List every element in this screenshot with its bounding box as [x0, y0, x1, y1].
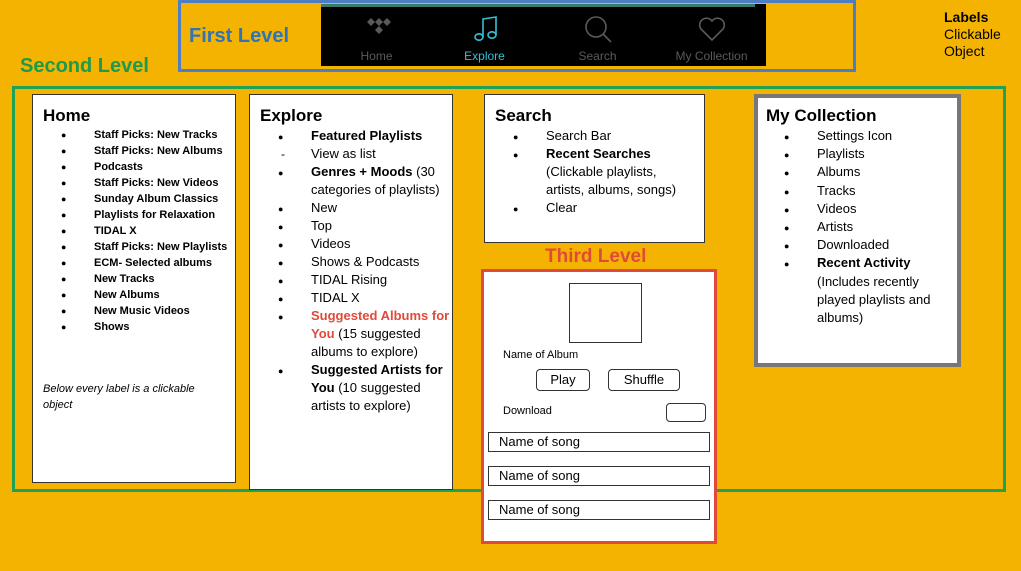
list-item[interactable]: ● Artists — [817, 218, 952, 236]
list-item[interactable]: ● Podcasts — [94, 159, 234, 175]
search-icon — [583, 14, 613, 44]
collection-title: My Collection — [766, 106, 877, 125]
nav-label-my-collection: My Collection — [675, 49, 748, 63]
list-item[interactable]: ● Tracks — [817, 182, 952, 200]
list-item[interactable]: ● Videos — [817, 200, 952, 218]
album-name-label: Name of Album — [503, 349, 579, 361]
explore-suggested-artists-rest: (10 suggested artists to explore) — [311, 380, 421, 413]
heart-icon — [697, 14, 727, 44]
album-art-placeholder — [569, 283, 642, 343]
list-item[interactable]: ● Top — [311, 217, 451, 235]
recent-searches-rest: (Clickable playlists, artists, albums, songs) — [546, 164, 677, 197]
nav-tab-explore[interactable] — [429, 4, 540, 66]
album-detail-card — [481, 269, 717, 544]
explore-suggested-artists-bold: Suggested Artists for You — [311, 362, 443, 395]
search-list — [546, 127, 696, 217]
list-item[interactable]: ● Staff Picks: New Tracks — [94, 127, 234, 143]
explore-suggested-albums-rest: (15 suggested albums to explore) — [311, 326, 421, 359]
third-level-label: Third Level — [545, 246, 647, 267]
list-item[interactable]: ● Staff Picks: New Albums — [94, 143, 234, 159]
legend — [944, 9, 1001, 60]
legend-labels: Labels — [944, 9, 989, 25]
home-note: Below every label is a clickable object — [43, 383, 195, 411]
list-item[interactable]: ● Shows & Podcasts — [311, 253, 451, 271]
search-card — [484, 94, 705, 243]
explore-view-as-list[interactable]: - View as list — [311, 145, 451, 163]
explore-genres-moods[interactable] — [311, 163, 451, 199]
home-title: Home — [43, 106, 91, 125]
list-item[interactable]: ● Playlists — [817, 145, 952, 163]
nav-label-search: Search — [578, 49, 617, 63]
list-item[interactable]: ● TIDAL X — [94, 223, 234, 239]
list-item[interactable]: ● Albums — [817, 163, 952, 181]
explore-list — [311, 127, 451, 415]
tidal-logo-icon — [362, 14, 392, 44]
nav-tab-home[interactable] — [321, 4, 432, 66]
nav-tab-my-collection[interactable] — [656, 4, 767, 66]
download-toggle[interactable] — [666, 403, 706, 422]
list-item[interactable]: ● TIDAL X — [311, 289, 451, 307]
explore-genres-bold: Genres + Moods — [311, 164, 413, 179]
list-item[interactable]: ● TIDAL Rising — [311, 271, 451, 289]
list-item[interactable]: ● New — [311, 199, 451, 217]
explore-featured-playlists[interactable]: ● Featured Playlists — [311, 127, 451, 145]
nav-tab-search[interactable] — [542, 4, 653, 66]
home-list — [94, 127, 234, 335]
second-level-label: Second Level — [20, 55, 149, 77]
shuffle-button[interactable]: Shuffle — [608, 369, 680, 391]
home-card — [32, 94, 236, 483]
list-item[interactable]: ● Staff Picks: New Videos — [94, 175, 234, 191]
explore-suggested-albums[interactable] — [311, 307, 451, 361]
clear-item[interactable]: ● Clear — [546, 199, 696, 217]
list-item[interactable]: ● Videos — [311, 235, 451, 253]
recent-searches-bold: Recent Searches — [546, 146, 651, 161]
list-item[interactable]: ● New Tracks — [94, 271, 234, 287]
explore-suggested-albums-bold: Suggested Albums for You — [311, 308, 450, 341]
legend-object: Object — [944, 43, 985, 59]
song-row[interactable]: Name of song — [488, 500, 710, 520]
my-collection-card — [754, 94, 961, 367]
list-item[interactable]: ● ECM- Selected albums — [94, 255, 234, 271]
recent-activity-bold: Recent Activity — [817, 255, 911, 271]
list-item[interactable]: ● Playlists for Relaxation — [94, 207, 234, 223]
explore-genres-rest: (30 categories of playlists) — [311, 164, 440, 197]
legend-clickable: Clickable — [944, 26, 1001, 42]
list-item[interactable]: ● Downloaded — [817, 236, 952, 254]
list-item[interactable]: ● Sunday Album Classics — [94, 191, 234, 207]
collection-list — [817, 127, 952, 327]
first-level-label: First Level — [189, 25, 290, 47]
explore-card — [249, 94, 453, 490]
nav-label-home: Home — [360, 49, 393, 63]
explore-title: Explore — [260, 106, 323, 125]
list-item[interactable]: ● New Music Videos — [94, 303, 234, 319]
recent-activity-item[interactable] — [817, 254, 952, 327]
download-label: Download — [503, 405, 552, 417]
search-bar-item[interactable]: ● Search Bar — [546, 127, 696, 145]
play-button[interactable]: Play — [536, 369, 590, 391]
bottom-nav-bar — [321, 4, 766, 66]
search-title: Search — [495, 106, 552, 125]
song-row[interactable]: Name of song — [488, 432, 710, 452]
list-item[interactable]: ● New Albums — [94, 287, 234, 303]
list-item[interactable]: ● Staff Picks: New Playlists — [94, 239, 234, 255]
music-note-icon — [470, 14, 500, 44]
song-row[interactable]: Name of song — [488, 466, 710, 486]
explore-suggested-artists[interactable] — [311, 361, 451, 415]
nav-label-explore: Explore — [464, 49, 505, 63]
list-item[interactable]: ● Settings Icon — [817, 127, 952, 145]
recent-searches-item[interactable] — [546, 145, 696, 199]
recent-activity-rest: (Includes recently played playlists and albums) — [817, 273, 931, 326]
list-item[interactable]: ● Shows — [94, 319, 234, 335]
